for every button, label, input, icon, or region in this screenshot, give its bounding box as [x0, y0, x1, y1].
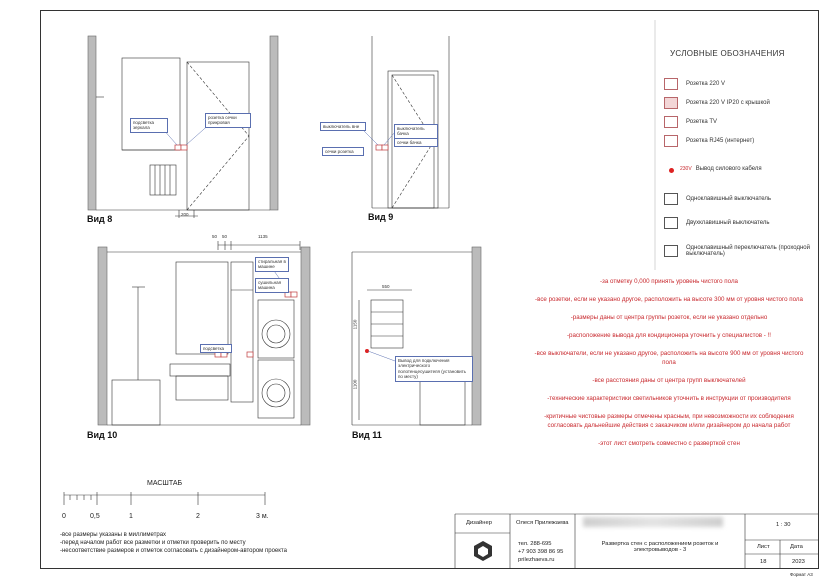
legend-socket-ip20: Розетка 220 V IP20 с крышкой — [664, 96, 770, 110]
dim-v10-b: 50 — [222, 234, 228, 239]
dim-v11-b: 1150 — [352, 319, 358, 330]
designer-label: Дизайнер — [466, 520, 492, 526]
date-value: 2023 — [792, 559, 805, 565]
note-line: -все расстояния даны от центра групп выключателей — [592, 376, 746, 384]
callout-mirror-light: подсветка зеркала — [130, 118, 168, 133]
socket-cover-icon — [664, 97, 678, 109]
socket-icon — [664, 78, 678, 90]
note-line: -все розетки, если не указано другое, расположить на высоте 300 мм от уровня чистого пола — [535, 295, 803, 303]
note-line: -технические характеристики светильников уточнить в инструкции от производителя — [547, 394, 791, 402]
dim-v11-c: 1100 — [352, 379, 358, 390]
note-line: -критичные чистовые размеры отмечены красным, при невозможности их соблюдения согласовать дальнейшие действия с заказчиком и/или дизайнером до начала работ — [544, 412, 794, 429]
callout-switch-v9: выключатель вне — [320, 122, 366, 131]
note-line: -этот лист смотреть совместно с разверткой стен — [598, 439, 740, 447]
format-label: Формат А3 — [790, 572, 813, 577]
view-11-drawing — [352, 247, 481, 425]
switch-pass-icon — [664, 245, 678, 257]
legend-socket-tv: Розетка TV — [664, 115, 717, 129]
callout-tank-switch: выключатель бачка — [394, 124, 438, 139]
view-9-label: Вид 9 — [368, 212, 394, 222]
dim-v8-width: 200 — [181, 212, 189, 217]
scale-label-3: 3 м. — [256, 513, 269, 520]
note-line: -размеры даны от центра группы розеток, если не указано отдельно — [570, 313, 768, 321]
legend-switch-1: Одноклавишный выключатель — [664, 192, 771, 206]
callout-dryer: сушильная машина — [255, 278, 289, 293]
callout-washer: стиральная в машине — [255, 257, 289, 272]
legend-cable-outlet: 230V Вывод силового кабеля — [664, 162, 762, 176]
rj45-socket-icon — [664, 135, 678, 147]
site-link: prilezhaeva.ru — [518, 557, 555, 563]
tv-socket-icon — [664, 116, 678, 128]
note-line: -все выключатели, если не указано другое, расположить на высоте 900 мм от уровня чистого пола — [534, 349, 804, 366]
dim-v10-c: 1135 — [258, 234, 268, 239]
legend-socket-220: Розетка 220 V — [664, 77, 725, 91]
scale-label-0: 0 — [62, 513, 66, 520]
scale-label-1: 1 — [129, 513, 133, 520]
callout-socket-v9: сечки розетка — [322, 147, 364, 156]
note-line: -за отметку 0,000 принять уровень чистого пола — [600, 278, 738, 285]
scale-label-2: 2 — [196, 513, 200, 520]
view-10-label: Вид 10 — [87, 430, 118, 440]
scale-value: 1 : 30 — [776, 522, 791, 528]
switch-two-icon — [664, 217, 678, 229]
dim-v11-a: 550 — [382, 284, 390, 289]
designer-name: Олеся Прилежаева — [516, 520, 569, 526]
callout-socket-v8: розетка сечки прикровая — [205, 113, 251, 128]
callout-towel-dryer: Вывод для подключения электрического полотенцесушителя (установить по месту) — [395, 356, 473, 382]
phone-1: тел. 288-695 — [518, 541, 552, 547]
company-logo — [472, 540, 494, 562]
view-8-label: Вид 8 — [87, 214, 113, 224]
legend-switch-pass: Одноклавишный переключатель (проходной выключатель) — [664, 240, 826, 262]
notes-block — [528, 278, 810, 458]
cable-outlet-icon — [664, 163, 678, 175]
switch-one-icon — [664, 193, 678, 205]
view-11-label: Вид 11 — [352, 430, 382, 440]
date-label: Дата — [790, 544, 803, 550]
sheet-title: Развертка стен с расположением розеток и электровыводов - 3 — [601, 541, 719, 553]
redacted-address — [583, 517, 723, 527]
sheet-label: Лист — [757, 544, 770, 550]
legend-switch-2: Двухклавишный выключатель — [664, 216, 769, 230]
scale-title: МАСШТАБ — [147, 480, 183, 487]
callout-tank-v9: сечки бачка — [394, 138, 438, 147]
dim-v10-a: 50 — [212, 234, 218, 239]
callout-backlight: подсветка — [200, 344, 232, 353]
general-notes: -все размеры указаны в миллиметрах -перед началом работ все разметки и отметки проверить по месту -несоответствие размеров и отметок согласовать с дизайнером-автором проекта — [60, 532, 287, 555]
phone-2: +7 903 398 86 95 — [518, 549, 564, 555]
legend-title: УСЛОВНЫЕ ОБОЗНАЧЕНИЯ — [670, 49, 785, 58]
view-9-drawing — [372, 36, 449, 208]
note-line: -расположение вывода для кондиционера уточнить у специалистов - !! — [566, 331, 772, 339]
scale-bar — [64, 492, 265, 505]
scale-label-05: 0,5 — [90, 513, 100, 520]
legend-socket-rj45: Розетка RJ45 (интернет) — [664, 134, 754, 148]
sheet-number: 18 — [760, 559, 767, 565]
